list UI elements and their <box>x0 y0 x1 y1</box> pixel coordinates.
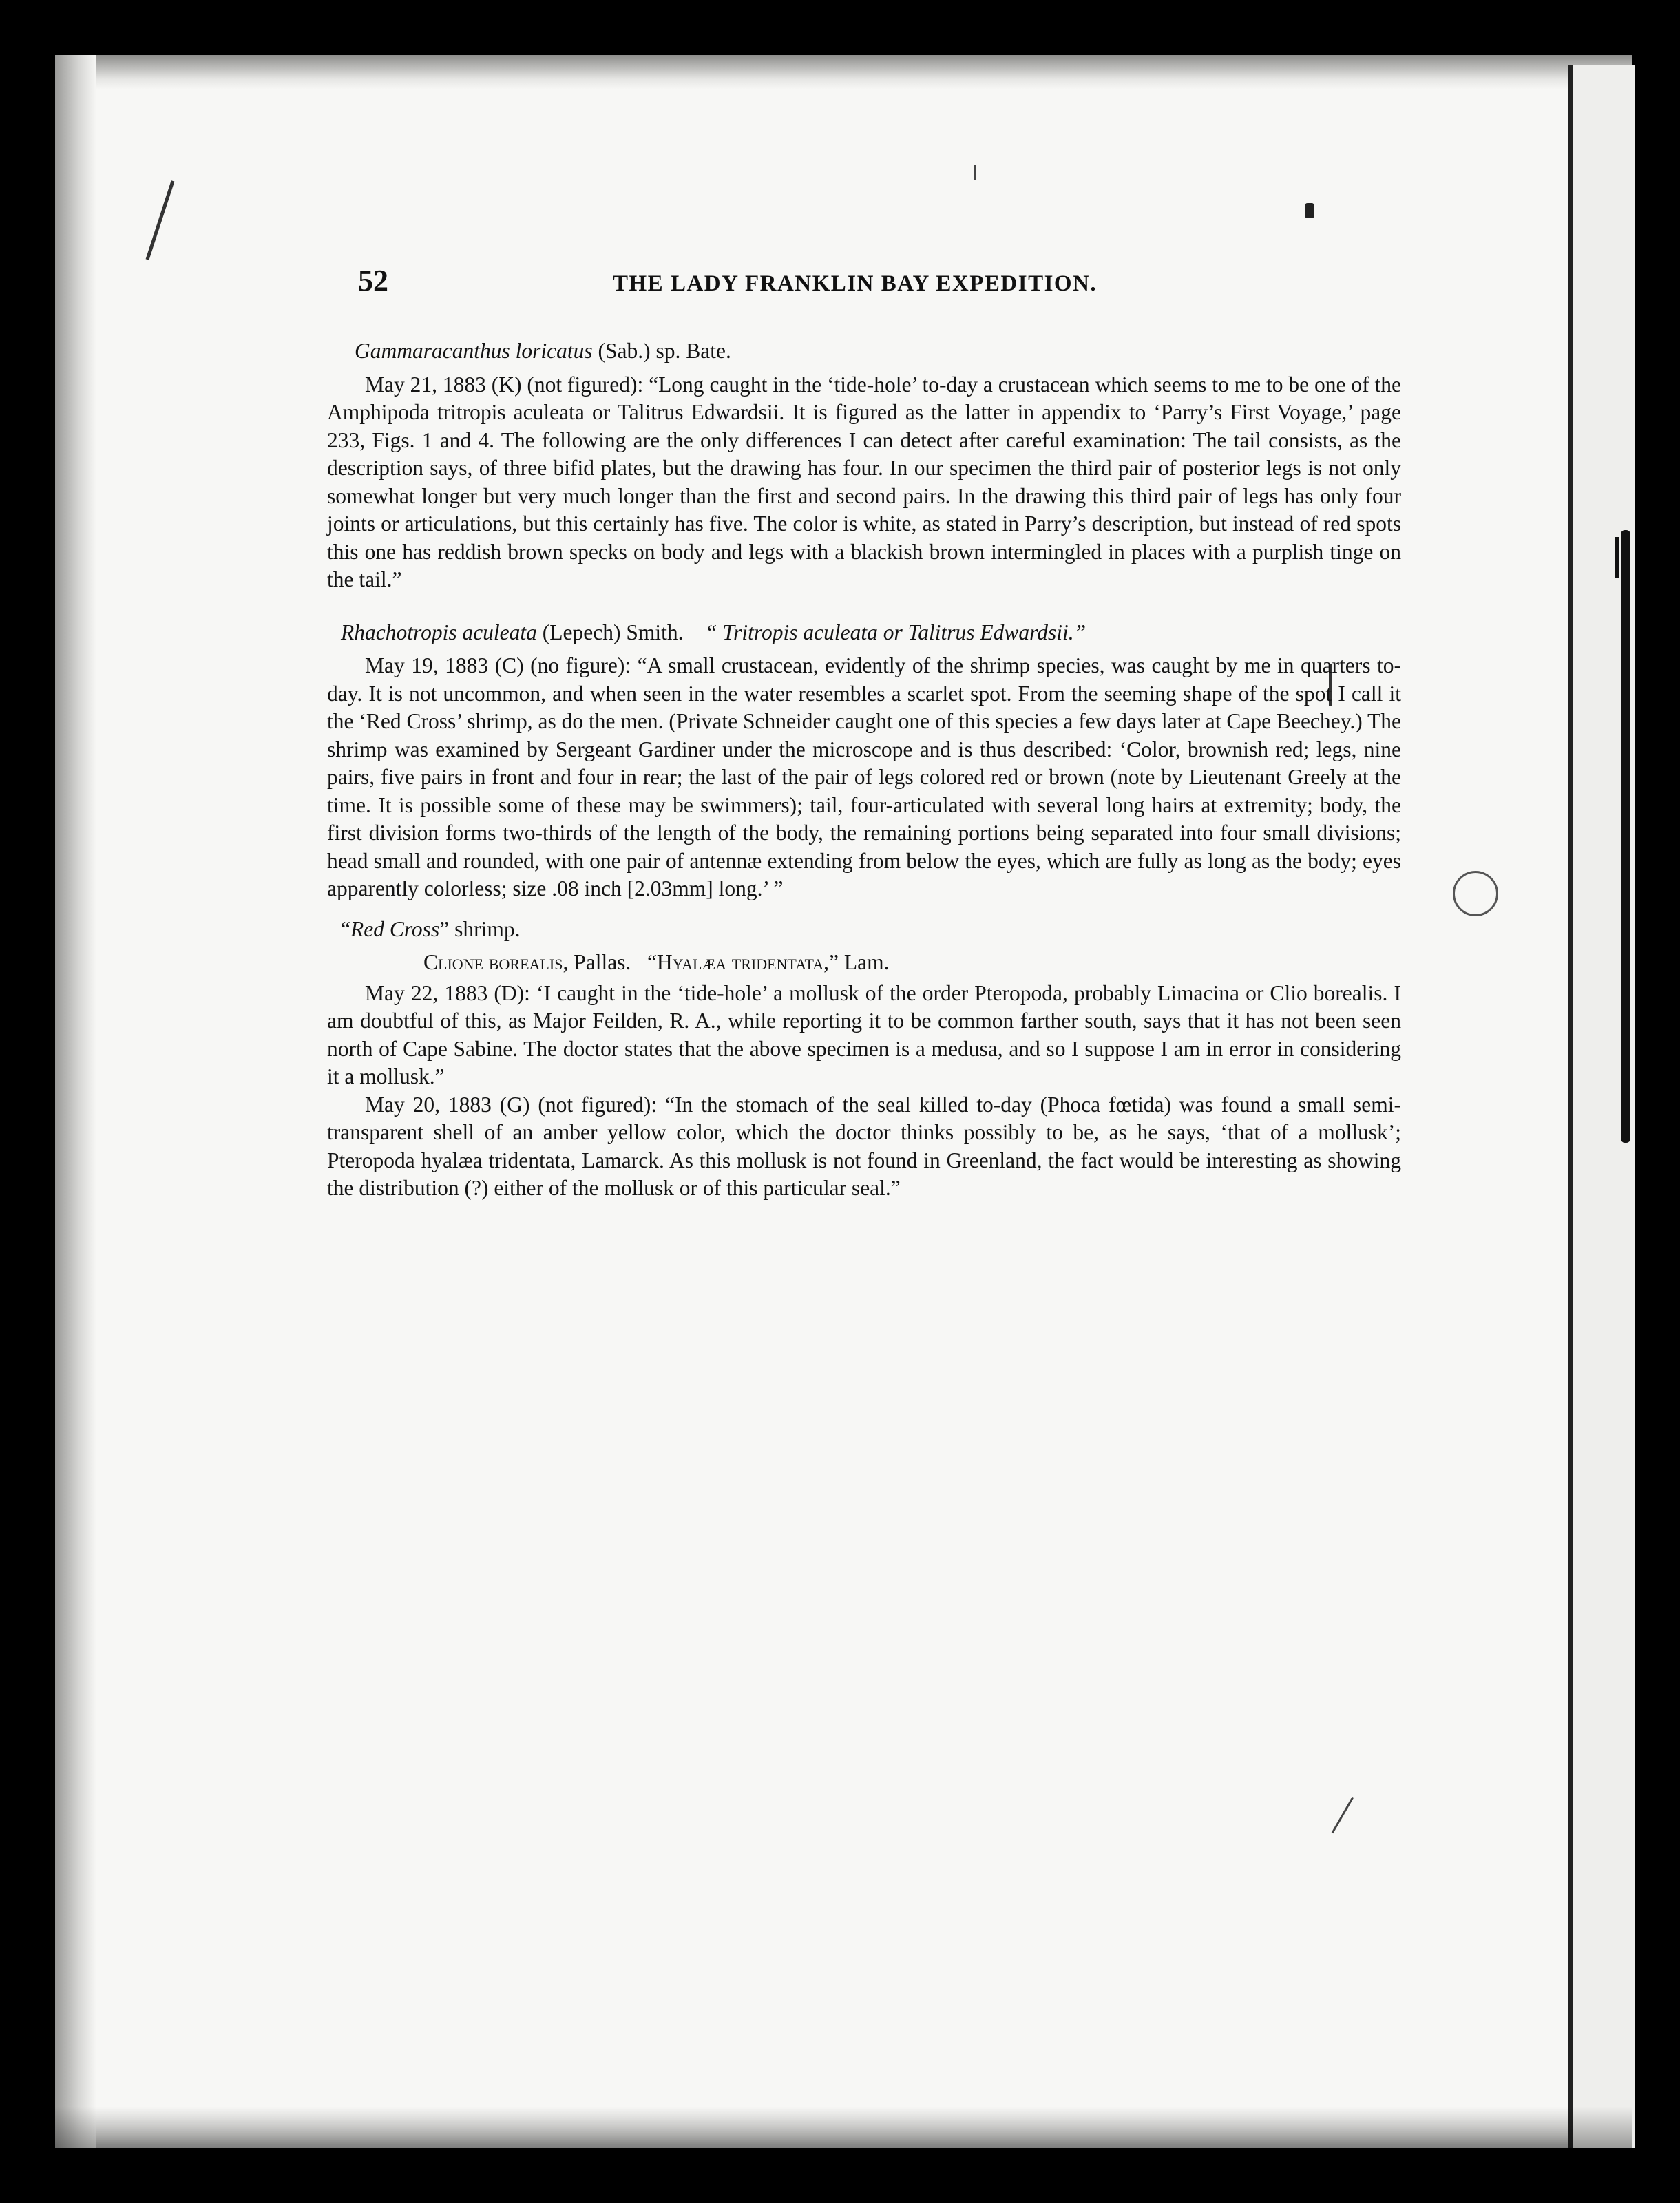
clione-authority: Pallas. <box>574 950 631 974</box>
scan-speck <box>1332 1797 1354 1833</box>
clione-heading: Clione borealis, Pallas. “Hyalæa tridentata,” Lam. <box>423 950 890 974</box>
red-cross-quoted: Red Cross <box>350 916 440 941</box>
page-left-edge <box>55 55 96 2148</box>
gutter-shadow-mark <box>1615 537 1619 578</box>
species-heading <box>355 337 1401 366</box>
spacer <box>327 903 1401 916</box>
page-bottom-shadow <box>55 2107 1632 2148</box>
page-number: 52 <box>358 264 388 297</box>
scan-speck <box>146 180 175 260</box>
clione-species: Clione borealis <box>423 950 563 974</box>
red-cross-rest: shrimp. <box>454 916 521 941</box>
red-cross-label: “Red Cross” shrimp. <box>341 916 521 941</box>
clione-synonym-authority: Lam. <box>843 950 890 974</box>
page-body <box>327 337 1401 1203</box>
clione-synonym: “Hyalæa tridentata,” <box>647 950 839 974</box>
entry-paragraph: May 20, 1883 (G) (not figured): “In the stomach of the seal killed to-day (Phoca fœtida) was found a small semi-transparent shell of an amber yellow color, which the doctor thinks possibly to be, as he says, ‘that of a mollusk’; Pteropoda hyalæa tridentata, Lamarck. As this mollusk is not found in Greenland, the fact would be interesting as showing the distribution (?) either of the mollusk or of this particular seal.” <box>327 1092 1401 1200</box>
entry-paragraph: May 21, 1883 (K) (not figured): “Long caught in the ‘tide-hole’ to-day a crustacean which seems to me to be one of the Amphipoda tritropis aculeata or Talitrus Edwardsii. It is figured as the latter in appendix to ‘Parry’s First Voyage,’ page 233, Figs. 1 and 4. The following are the only differences I can detect after careful examination: The tail consists, as the description says, of three bifid plates, but the drawing has four. In our specimen the third pair of posterior legs is not only somewhat longer but very much longer than the first and second pairs. In the drawing this third pair of legs has only four joints or articulations, but this certainly has five. The color is white, as stated in Parry’s description, but instead of red spots this one has reddish brown specks on body and legs with a blackish brown intermingled in places with a purplish tinge on the tail.” <box>327 372 1401 591</box>
species-heading <box>341 619 1401 647</box>
page-header <box>358 263 1432 304</box>
entry-paragraph: May 22, 1883 (D): ‘I caught in the ‘tide-hole’ a mollusk of the order Pteropoda, probably Limacina or Clio borealis. I am doubtful of this, as Major Feilden, R. A., while reporting it to be common farther south, says that it has not been seen north of Cape Sabine. The doctor states that the above specimen is a medusa, and so I suppose I am in error in considering it a mollusk.” <box>327 980 1401 1088</box>
species-authority: (Lepech) Smith. <box>542 620 684 644</box>
page-top-edge <box>55 55 1632 89</box>
species-synonym: “ Tritropis aculeata or Talitrus Edwardsii.” <box>705 620 1086 644</box>
scan-speck <box>1305 203 1314 218</box>
gutter-shadow-mark <box>1621 530 1630 1143</box>
running-title: THE LADY FRANKLIN BAY EXPEDITION. <box>613 271 1098 296</box>
spacer <box>327 594 1401 619</box>
scan-speck <box>974 165 976 180</box>
scan-speck <box>1453 871 1498 916</box>
entry-paragraph: May 19, 1883 (C) (no figure): “A small crustacean, evidently of the shrimp species, was caught by me in quarters to-day. It is not uncommon, and when seen in the water resembles a scarlet spot. From the seeming shape of the spot I call it the ‘Red Cross’ shrimp, as do the men. (Private Schneider caught one of this species a few days later at Cape Beechey.) The shrimp was examined by Sergeant Gardiner under the microscope and is thus described: ‘Color, brownish red; legs, nine pairs, five pairs in front and four in rear; the last of the pair of legs colored red or brown (note by Lieutenant Greely at the time. It is possible some of these may be swimmers); tail, four-articulated with several long hairs at extremity; body, the first division forms two-thirds of the length of the body, the remaining portions being separated into four small divisions; head small and rounded, with one pair of antennæ extending from below the eyes, which are fully as long as the body; eyes apparently colorless; size .08 inch [2.03mm] long.’ ” <box>327 653 1401 900</box>
species-authority: (Sab.) sp. Bate. <box>598 339 731 363</box>
species-name: Gammaracanthus loricatus <box>355 339 593 363</box>
species-name: Rhachotropis aculeata <box>341 620 537 644</box>
